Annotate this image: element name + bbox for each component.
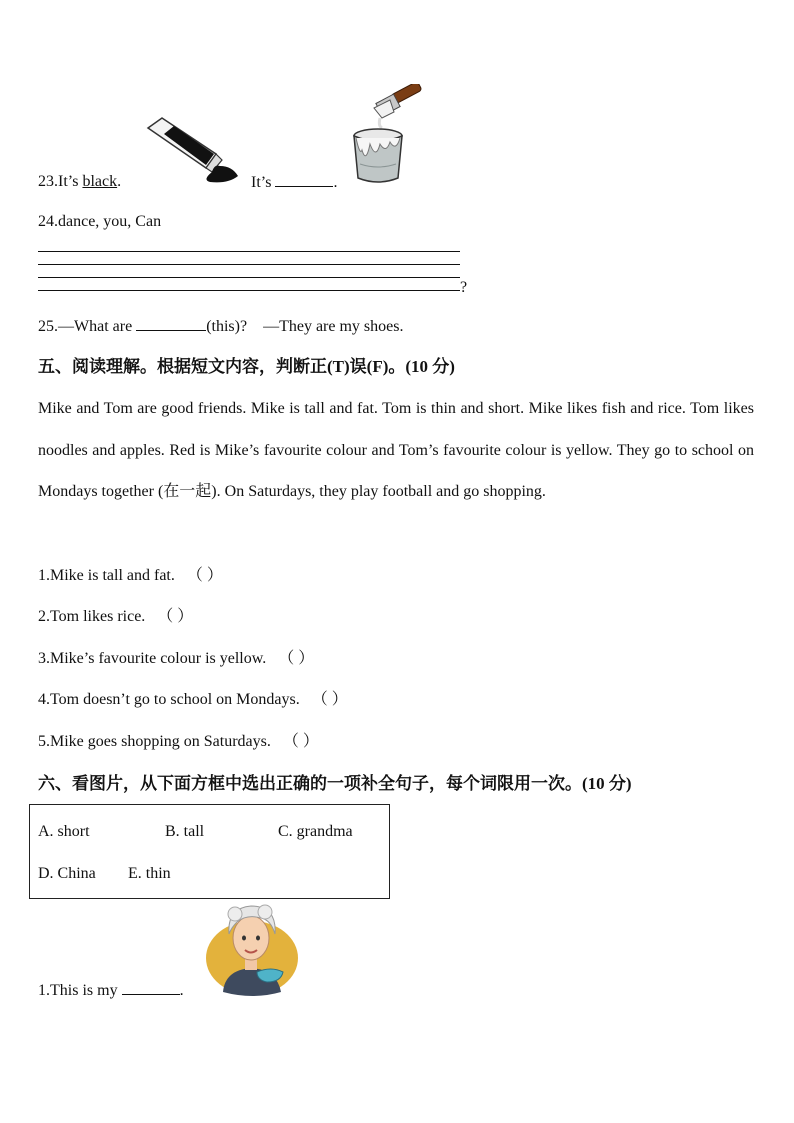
q23-answer-blank[interactable] (275, 172, 333, 187)
reading-passage: Mike and Tom are good friends. Mike is tall and fat. Tom is thin and short. Mike likes fish and rice. Tom likes noodles and apples. Red is Mike’s favourite colour and Tom’s favourite colour is yellow. They go to school on Mondays together (在一起). On Saturdays, they play football and go shopping. (38, 400, 754, 500)
q24-prompt: 24.dance, you, Can (38, 213, 162, 230)
section-6-heading: 六、看图片，从下面方框中选出正确的一项补全句子，每个词限用一次。(10 分) (38, 774, 632, 793)
tf-item-2 (38, 607, 193, 627)
tf-item-4-bracket[interactable]: （ ） (311, 691, 348, 708)
q24-answer-line-3[interactable] (38, 277, 460, 278)
tf-item-2-bracket[interactable]: （ ） (157, 608, 194, 625)
tf-item-5 (38, 732, 319, 752)
option-a: A. short (38, 823, 90, 840)
s6-q1-lead: 1.This is my (38, 982, 122, 999)
q23-lead: It’s (58, 173, 83, 190)
tf-item-3-bracket[interactable]: （ ） (278, 650, 315, 667)
q23-second-end: . (333, 174, 338, 191)
option-b: B. tall (165, 823, 205, 840)
white-paint-bucket-icon (346, 84, 426, 188)
q24-answer-line-1[interactable] (38, 251, 460, 252)
word-bank-box (29, 804, 390, 899)
q24-answer-line-2[interactable] (38, 264, 460, 265)
tf-item-1-bracket[interactable]: （ ） (186, 567, 223, 584)
option-c: C. grandma (278, 823, 353, 840)
question-23 (38, 172, 121, 192)
q23-underlined-word: black (82, 173, 118, 190)
grandma-picture-icon (205, 900, 301, 998)
tf-item-3-text: 3.Mike’s favourite colour is yellow. (38, 650, 267, 667)
q23-number: 23. (38, 173, 58, 190)
black-paint-tube-icon (140, 114, 240, 186)
tf-item-5-bracket[interactable]: （ ） (282, 733, 319, 750)
tf-item-1 (38, 566, 223, 586)
q23-second-part (251, 172, 337, 193)
q23-second-lead: It’s (251, 174, 276, 191)
s6-q1-end: . (179, 982, 184, 999)
q25-lead: 25.—What are (38, 318, 137, 335)
s6-question-1 (38, 980, 184, 1001)
tf-item-4-text: 4.Tom doesn’t go to school on Mondays. (38, 691, 300, 708)
tf-item-4 (38, 690, 348, 710)
q25-answer-blank[interactable] (136, 316, 206, 331)
section-5-heading: 五、阅读理解。根据短文内容，判断正(T)误(F)。(10 分) (38, 357, 455, 376)
tf-item-2-text: 2.Tom likes rice. (38, 608, 146, 625)
q23-period: . (117, 173, 122, 190)
option-d: D. China (38, 865, 96, 882)
option-e: E. thin (128, 865, 171, 882)
s6-q1-answer-blank[interactable] (122, 980, 180, 995)
q24-question-mark: ? (460, 279, 468, 296)
tf-item-3 (38, 649, 314, 669)
tf-item-1-text: 1.Mike is tall and fat. (38, 567, 175, 584)
q25-answer: —They are my shoes. (263, 318, 404, 335)
q24-answer-line-4[interactable] (38, 290, 460, 291)
tf-item-5-text: 5.Mike goes shopping on Saturdays. (38, 733, 271, 750)
q25-hint: (this)? (206, 318, 248, 335)
question-25 (38, 316, 403, 337)
